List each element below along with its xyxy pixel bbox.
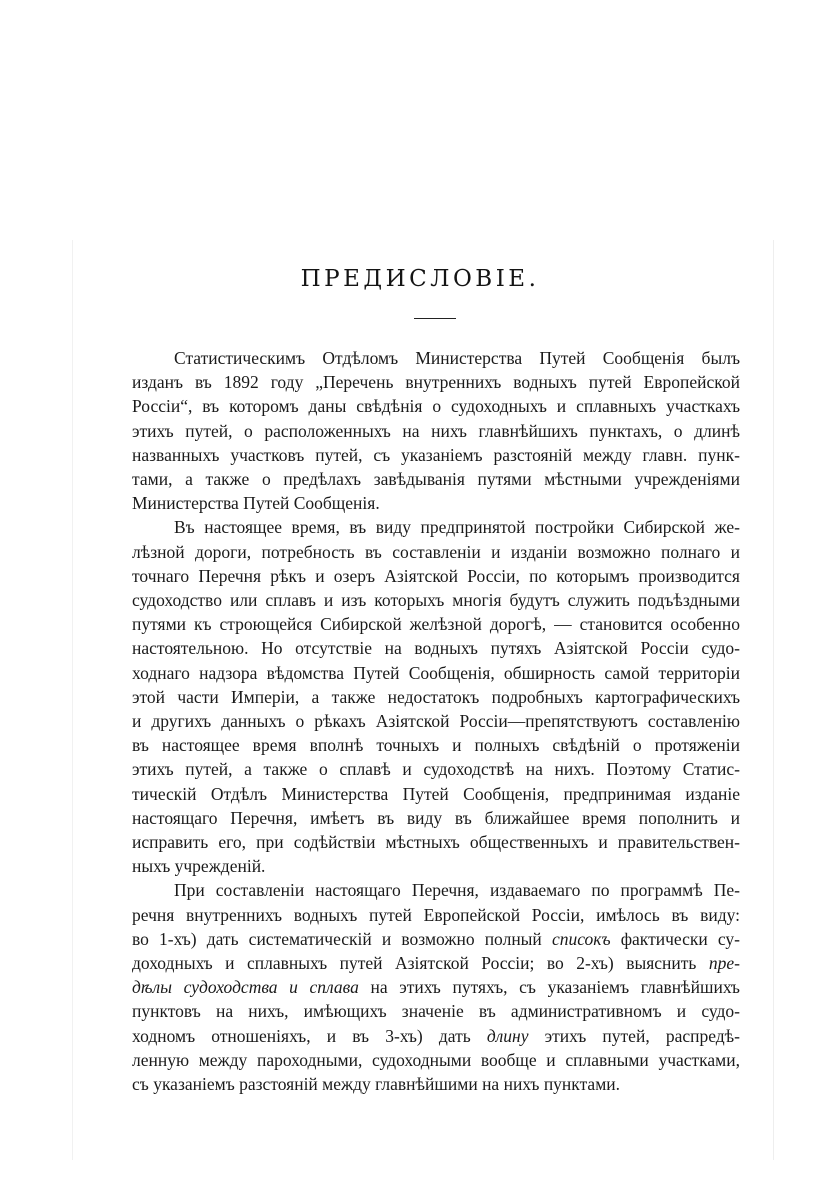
text-run: и другихъ данныхъ о рѣкахъ Азіятской Россіи—препятствуютъ составленію	[132, 711, 740, 732]
emphasis-text: дѣлы судоходства и сплава	[132, 977, 359, 998]
text-run: тическій Отдѣлъ Министерства Путей Сообщенія, предпринимая изданіе	[132, 783, 740, 804]
text-run: съ указаніемъ разстояній между главнѣйшими на нихъ пунктами.	[132, 1074, 621, 1095]
title-divider	[414, 318, 456, 319]
text-run: судоходство или сплавъ и изъ которыхъ многія будутъ служить подъѣздными	[132, 590, 740, 611]
text-line	[132, 419, 740, 443]
text-line	[132, 1048, 740, 1072]
text-line	[132, 806, 740, 830]
text-line	[132, 733, 740, 757]
text-line	[132, 370, 740, 394]
paragraph	[132, 346, 740, 515]
text-run: При составленіи настоящаго Перечня, издаваемаго по программѣ Пе-	[174, 880, 740, 901]
text-line	[132, 443, 740, 467]
text-run: этихъ путей, о расположенныхъ на нихъ главнѣйшихъ пунктахъ, о длинѣ	[132, 420, 740, 441]
emphasis-text: длину	[486, 1025, 529, 1046]
text-line	[132, 346, 740, 370]
text-run: настоящаго Перечня, имѣетъ въ виду въ ближайшее время пополнить и	[132, 807, 740, 828]
text-line	[132, 467, 740, 491]
text-run: въ настоящее время вполнѣ точныхъ и полныхъ свѣдѣній о протяженіи	[132, 735, 740, 756]
text-run: исправить его, при содѣйствіи мѣстныхъ общественныхъ и правительствен-	[132, 832, 740, 853]
text-line	[132, 1072, 740, 1096]
text-run: этихъ путей, распредѣ-	[528, 1025, 740, 1046]
text-run: ходномъ отношеніяхъ, и въ 3-хъ) дать	[132, 1025, 487, 1046]
text-line	[132, 951, 740, 975]
text-line	[132, 636, 740, 660]
text-line	[132, 903, 740, 927]
text-line	[132, 709, 740, 733]
text-run: во 1-хъ) дать систематическій и возможно полный	[132, 928, 552, 949]
emphasis-text: списокъ	[551, 928, 611, 949]
text-line	[132, 661, 740, 685]
text-line	[132, 757, 740, 781]
text-run: пунктовъ на нихъ, имѣющихъ значеніе въ административномъ и судо-	[132, 1001, 740, 1022]
text-run: фактически су-	[610, 928, 740, 949]
text-run: Министерства Путей Сообщенія.	[132, 493, 380, 514]
text-line	[132, 491, 740, 515]
text-run: тами, а также о предѣлахъ завѣдыванія путями мѣстными учрежденіями	[132, 469, 740, 490]
text-run: этихъ путей, а также о сплавѣ и судоходствѣ на нихъ. Поэтому Статис-	[132, 759, 740, 780]
text-run: доходныхъ и сплавныхъ путей Азіятской Россіи; во 2-хъ) выяснить	[132, 953, 709, 974]
text-line	[132, 1024, 740, 1048]
text-run: изданъ въ 1892 году „Перечень внутреннихъ водныхъ путей Европейской	[132, 372, 740, 393]
text-line	[132, 878, 740, 902]
text-run: этой части Имперіи, а также недостатокъ подробныхъ картографическихъ	[132, 686, 740, 707]
text-run: точнаго Перечня рѣкъ и озеръ Азіятской Россіи, по которымъ производится	[132, 565, 740, 586]
text-line	[132, 515, 740, 539]
text-line	[132, 540, 740, 564]
text-run: названныхъ участковъ путей, съ указаніемъ разстояній между главн. пунк-	[132, 444, 740, 465]
text-line	[132, 830, 740, 854]
text-line	[132, 927, 740, 951]
text-line	[132, 588, 740, 612]
paragraph	[132, 515, 740, 878]
text-line	[132, 854, 740, 878]
page-title: ПРЕДИСЛОВІЕ.	[300, 266, 540, 292]
text-run: на этихъ путяхъ, съ указаніемъ главнѣйшихъ	[358, 977, 740, 998]
text-run: речня внутреннихъ водныхъ путей Европейской Россіи, имѣлось въ виду:	[132, 904, 740, 925]
text-run: настоятельною. Но отсутствіе на водныхъ путяхъ Азіятской Россіи судо-	[132, 638, 740, 659]
text-line	[132, 612, 740, 636]
text-line	[132, 564, 740, 588]
text-run: лѣзной дороги, потребность въ составленіи и изданіи возможно полнаго и	[132, 541, 740, 562]
text-line	[132, 394, 740, 418]
text-run: путями къ строющейся Сибирской желѣзной дорогѣ, — становится особенно	[132, 614, 740, 635]
text-line	[132, 685, 740, 709]
text-run: Въ настоящее время, въ виду предпринятой постройки Сибирской же-	[174, 517, 740, 538]
text-run: ходнаго надзора вѣдомства Путей Сообщенія, обширность самой территоріи	[132, 662, 740, 683]
text-line	[132, 975, 740, 999]
paragraph	[132, 878, 740, 1096]
preface-body	[132, 346, 740, 1096]
text-line	[132, 999, 740, 1023]
text-line	[132, 782, 740, 806]
text-run: Статистическимъ Отдѣломъ Министерства Путей Сообщенія былъ	[174, 348, 740, 368]
text-run: Россіи“, въ которомъ даны свѣдѣнія о судоходныхъ и сплавныхъ участкахъ	[132, 396, 740, 417]
emphasis-text: пре-	[708, 953, 740, 974]
text-run: ленную между пароходными, судоходными вообще и сплавными участками,	[132, 1049, 740, 1070]
text-run: ныхъ учрежденій.	[132, 856, 266, 877]
